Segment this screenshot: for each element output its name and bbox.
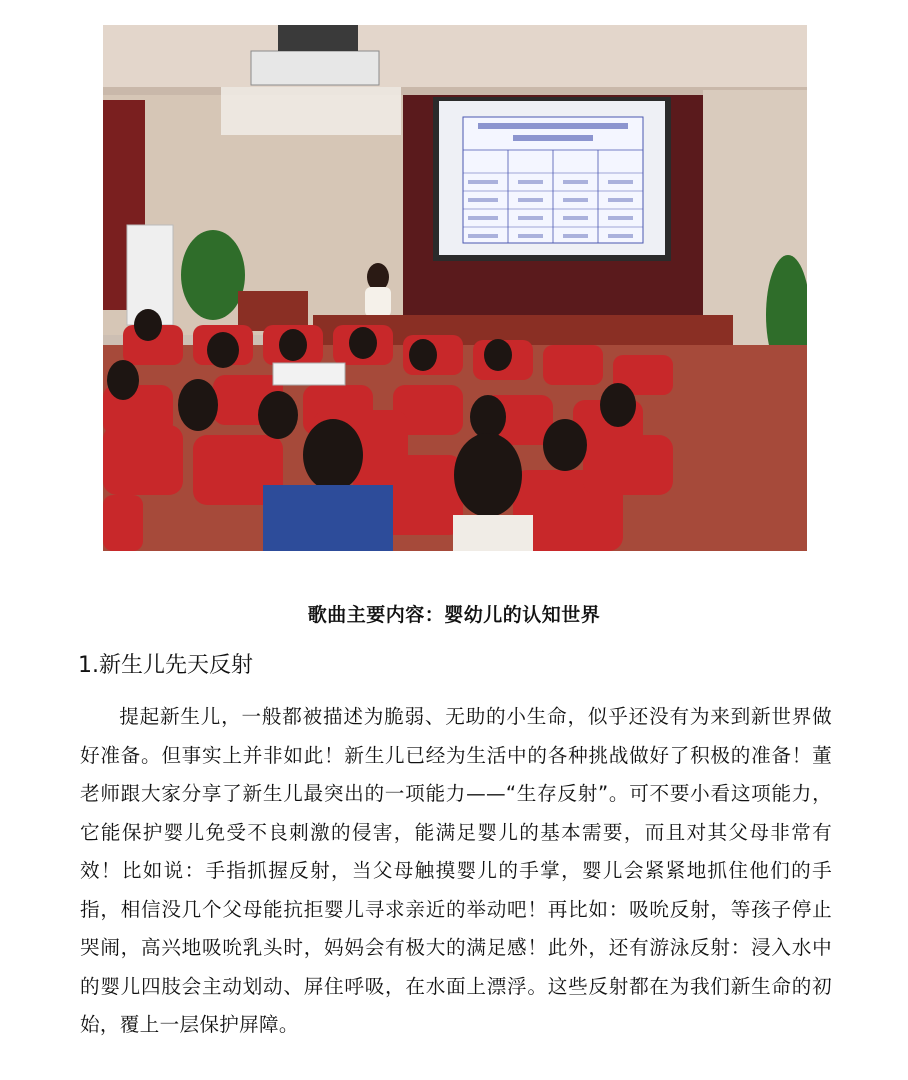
lecture-photo xyxy=(103,25,807,551)
body-paragraph: 提起新生儿，一般都被描述为脆弱、无助的小生命，似乎还没有为来到新世界做好准备。但事实上并非如此！新生儿已经为生活中的各种挑战做好了积极的准备！董老师跟大家分享了新生儿最突出的一项能力——“生存反射”。可不要小看这项能力，它能保护婴儿免受不良刺激的侵害，能满足婴儿的基本需要，而且对其父母非常有效！比如说：手指抓握反射，当父母触摸婴儿的手掌，婴儿会紧紧地抓住他们的手指，相信没几个父母能抗拒婴儿寻求亲近的举动吧！再比如：吸吮反射，等孩子停止哭闹，高兴地吸吮乳头时，妈妈会有极大的满足感！此外，还有游泳反射：浸入水中的婴儿四肢会主动划动、屏住呼吸，在水面上漂浮。这些反射都在为我们新生命的初始，覆上一层保护屏障。 xyxy=(80,705,832,1036)
photo-caption: 歌曲主要内容：婴幼儿的认知世界 xyxy=(307,604,601,626)
section-heading: 1.新生儿先天反射 xyxy=(78,653,253,678)
